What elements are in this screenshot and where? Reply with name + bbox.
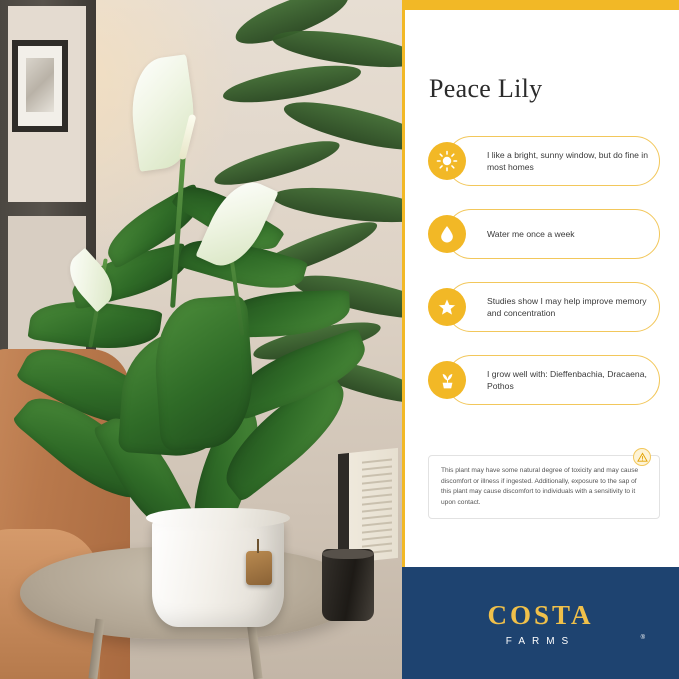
feature-label: Water me once a week (487, 228, 575, 239)
feature-pill (446, 136, 660, 186)
feature-label: I like a bright, sunny window, but do fine in most homes (487, 149, 648, 172)
feature-pill (446, 209, 660, 259)
warning-triangle-icon (633, 448, 651, 466)
pot-rim (146, 508, 290, 528)
book-pages (362, 458, 392, 551)
star-icon (436, 296, 458, 318)
list-item (428, 209, 660, 259)
dark-ceramic-mug (322, 549, 374, 621)
list-item (428, 136, 660, 186)
top-accent-bar (402, 0, 679, 10)
brand-name: COSTA (487, 599, 594, 630)
registered-mark: ® (640, 635, 645, 641)
feature-badge (428, 142, 466, 180)
potted-plant-icon (437, 370, 458, 391)
feature-list (428, 136, 660, 428)
sun-icon (436, 150, 458, 172)
feature-label: I grow well with: Dieffenbachia, Dracaena, Pothos (487, 368, 647, 391)
feature-badge (428, 215, 466, 253)
water-drop-icon (437, 224, 457, 244)
brand-subname: FARMS (505, 635, 576, 647)
list-item (428, 282, 660, 332)
disclaimer-text: This plant may have some natural degree of toxicity and may cause discomfort or illness if ingested. Additionally, exposure to the sap of this plant may cause discomfort to individuals with a sensitivity to it upon contact. (441, 467, 639, 506)
wooden-plant-tag (246, 551, 272, 585)
info-panel (402, 0, 679, 679)
list-item (428, 355, 660, 405)
toxicity-disclaimer (428, 455, 660, 519)
brand-footer (402, 567, 679, 679)
feature-label: Studies show I may help improve memory and concentration (487, 295, 647, 318)
feature-pill (446, 355, 660, 405)
feature-badge (428, 361, 466, 399)
peace-lily-plant (60, 30, 360, 550)
feature-pill (446, 282, 660, 332)
feature-badge (428, 288, 466, 326)
page-title: Peace Lily (429, 74, 543, 103)
